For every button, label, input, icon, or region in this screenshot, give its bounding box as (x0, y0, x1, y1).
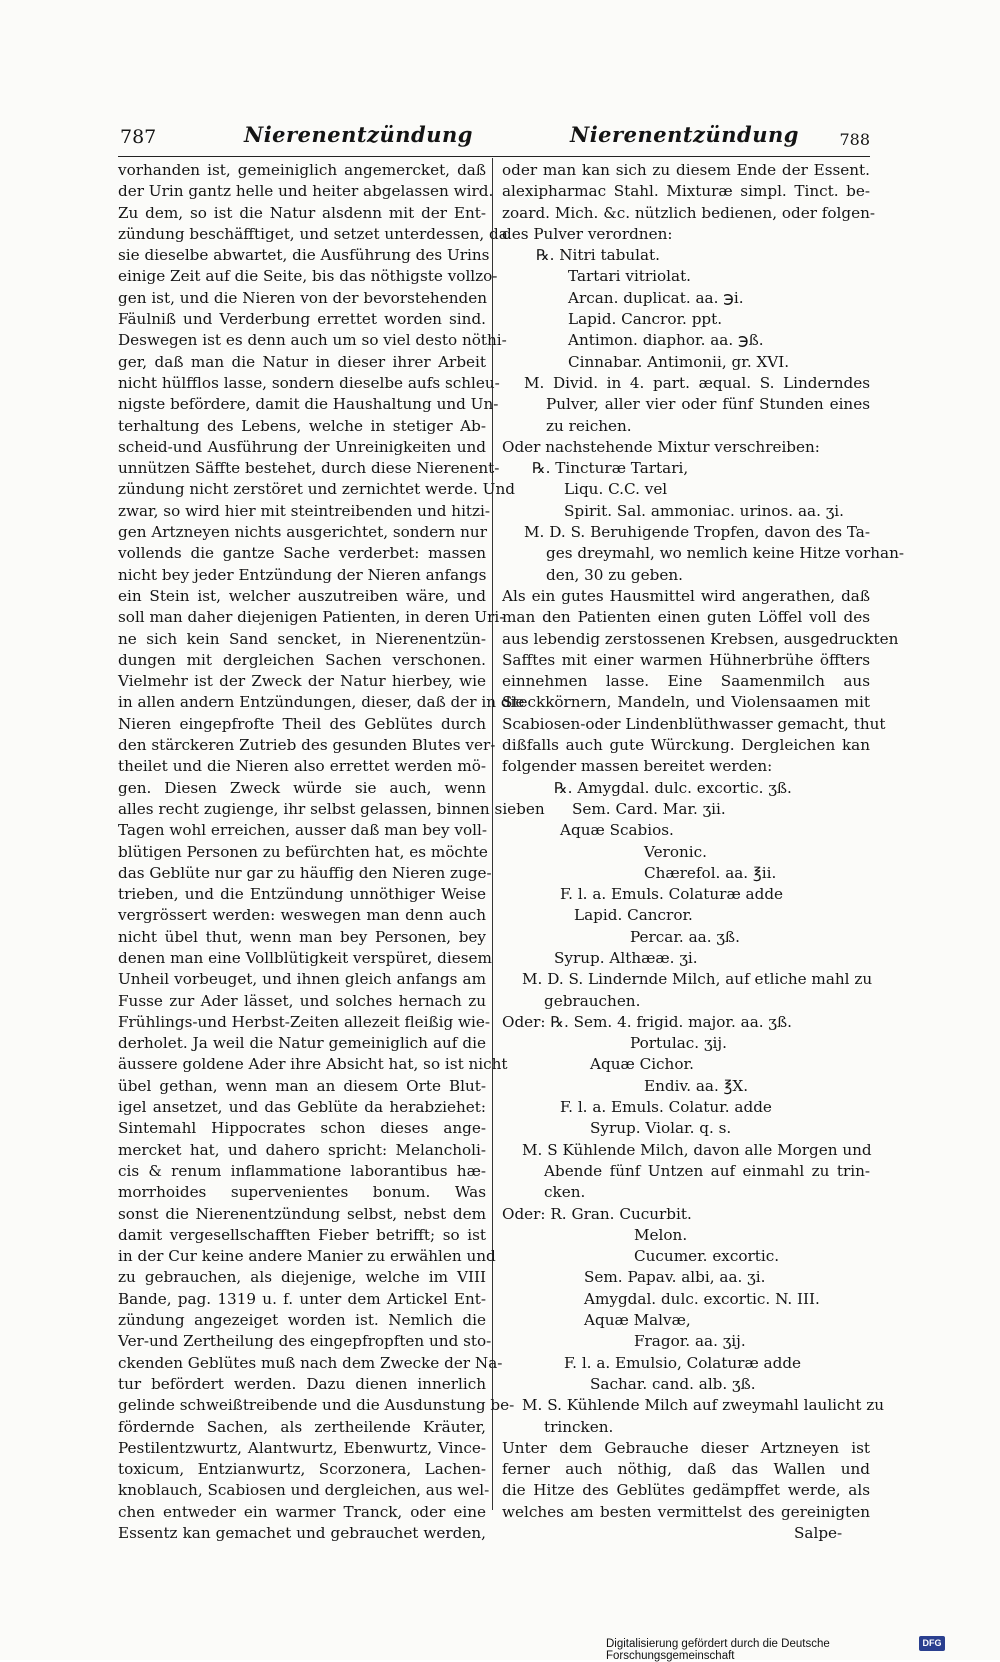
left-column-line: gen ist, und die Nieren von der bevorstehenden (118, 288, 487, 307)
left-column-line: toxicum, Entzianwurtz, Scorzonera, Lachen- (118, 1460, 486, 1479)
left-column-line: vergrössert werden: weswegen man denn auch (118, 906, 486, 925)
right-column-line: M. S Kühlende Milch, davon alle Morgen und (522, 1140, 872, 1159)
right-column-line: Endiv. aa. ℥X. (644, 1076, 749, 1095)
left-column-line: ein Stein ist, welcher auszutreiben wäre, und (118, 586, 486, 605)
right-column-line: Fragor. aa. ʒij. (634, 1332, 746, 1351)
left-column-line: blütigen Personen zu befürchten hat, es möchte (118, 842, 488, 861)
right-column-line: Als ein gutes Hausmittel wird angerathen, daß (502, 586, 870, 605)
left-column-line: terhaltung des Lebens, welche in stetiger Ab- (118, 416, 486, 435)
left-column (118, 160, 545, 1544)
left-column-line: alles recht zugienge, ihr selbst gelassen, binnen sieben (118, 799, 545, 818)
right-column-line: folgender massen bereitet werden: (502, 757, 773, 776)
right-column-line: Cinnabar. Antimonii, gr. XVI. (568, 352, 790, 371)
left-column-line: Fusse zur Ader lässet, und solches hernach zu (118, 991, 486, 1010)
right-column-line: Aquæ Cichor. (590, 1055, 694, 1074)
right-column-line: man den Patienten einen guten Löffel voll des (502, 608, 870, 627)
right-column-line: Oder: ℞. Sem. 4. frigid. major. aa. ʒß. (502, 1012, 792, 1031)
right-column-line: Pulver, aller vier oder fünf Stunden eines (546, 395, 870, 414)
page-number-right: 788 (839, 130, 870, 149)
right-column-line: Syrup. Violar. q. s. (590, 1119, 732, 1138)
left-column-line: zu gebrauchen, als diejenige, welche im VIII (118, 1268, 486, 1287)
right-column-line: zoard. Mich. &c. nützlich bedienen, oder folgen- (502, 203, 876, 222)
running-head-left: Nierenentzündung (244, 122, 473, 147)
left-column-line: cis & renum inflammatione laborantibus hæ- (118, 1161, 486, 1180)
left-column-line: Essentz kan gemachet und gebrauchet werden, (118, 1524, 486, 1542)
right-column-line: Steckkörnern, Mandeln, und Violensaamen mit (502, 693, 870, 712)
left-column-line: vorhanden ist, gemeiniglich angemercket, daß (118, 161, 486, 179)
left-column-line: Vielmehr ist der Zweck der Natur hierbey, wie (118, 672, 486, 691)
right-column-line: gebrauchen. (544, 991, 641, 1010)
right-column-line: Sem. Card. Mar. ʒii. (572, 799, 726, 818)
right-column (502, 160, 905, 1544)
left-column-line: ckenden Geblütes muß nach dem Zwecke der Na- (118, 1353, 503, 1372)
right-column-line: Aquæ Scabios. (560, 821, 674, 840)
right-column-line: Sem. Papav. albi, aa. ʒi. (584, 1268, 766, 1287)
right-column-line: F. l. a. Emuls. Colatur. adde (560, 1098, 772, 1117)
left-column-line: unnützen Säffte bestehet, durch diese Nierenent- (118, 459, 500, 478)
right-column-line: M. S. Kühlende Milch auf zweymahl laulicht zu (522, 1396, 885, 1415)
digitization-footer (606, 1636, 946, 1662)
right-column-line: Safftes mit einer warmen Hühnerbrühe öffters (502, 650, 870, 669)
left-column-line: derholet. Ja weil die Natur gemeiniglich auf die (118, 1034, 486, 1053)
left-column-line: nigste befördere, damit die Haushaltung und Un- (118, 395, 499, 414)
left-column-line: Fäulniß und Verderbung errettet worden sind. (118, 310, 486, 329)
right-column-line: ges dreymahl, wo nemlich keine Hitze vorhan- (546, 544, 905, 563)
right-column-line: den, 30 zu geben. (546, 565, 683, 584)
left-column-line: scheid-und Ausführung der Unreinigkeiten und (118, 437, 486, 456)
left-column-line: Bande, pag. 1319 u. f. unter dem Artickel Ent- (118, 1289, 486, 1308)
column-divider (492, 158, 493, 1510)
left-column-line: der Urin gantz helle und heiter abgelassen wird. (118, 182, 494, 201)
left-column-line: morrhoides supervenientes bonum. Was (118, 1183, 486, 1202)
left-column-line: chen entweder ein warmer Tranck, oder eine (118, 1502, 486, 1521)
right-column-line: alexipharmac Stahl. Mixturæ simpl. Tinct. be- (502, 182, 870, 201)
left-column-line: den stärckeren Zutrieb des gesunden Blutes ver- (118, 736, 496, 755)
right-column-line: Liqu. C.C. vel (564, 480, 668, 499)
left-column-line: ne sich kein Sand sencket, in Nierenentzün- (118, 629, 486, 648)
left-column-line: mercket hat, und dahero spricht: Melancholi- (118, 1140, 486, 1159)
right-column-line: einnehmen lasse. Eine Saamenmilch aus (502, 672, 870, 691)
right-column-line: Syrup. Althææ. ʒi. (554, 948, 698, 967)
page-header (118, 122, 870, 157)
right-column-line: Arcan. duplicat. aa. ℈i. (568, 288, 744, 307)
right-column-line: ℞. Amygdal. dulc. excortic. ʒß. (554, 778, 792, 797)
right-column-line: M. Divid. in 4. part. æqual. S. Linderndes (524, 373, 870, 392)
footer-credit: Digitalisierung gefördert durch die Deutsche Forschungsgemeinschaft (606, 1638, 830, 1662)
left-column-line: tur befördert werden. Dazu dienen innerlich (118, 1374, 486, 1393)
left-column-line: zündung nicht zerstöret und zernichtet werde. Und (118, 480, 515, 499)
left-column-line: sie dieselbe abwartet, die Ausführung des Urins (118, 246, 490, 265)
right-column-line: Chærefol. aa. ℥ii. (644, 863, 777, 882)
left-column-line: damit vergesellschafften Fieber betrifft; so ist (118, 1225, 486, 1244)
left-column-line: Pestilentzwurtz, Alantwurtz, Ebenwurtz, Vince- (118, 1438, 486, 1457)
right-column-line: Cucumer. excortic. (634, 1247, 780, 1266)
right-column-line: Percar. aa. ʒß. (630, 927, 740, 946)
left-column-line: nicht bey jeder Entzündung der Nieren anfangs (118, 565, 487, 584)
right-column-line: cken. (544, 1183, 586, 1202)
left-column-line: Tagen wohl erreichen, ausser daß man bey voll- (118, 821, 488, 840)
left-column-line: trieben, und die Entzündung unnöthiger Weise (118, 885, 486, 904)
right-column-line: trincken. (544, 1417, 614, 1436)
right-column-line: Scabiosen-oder Lindenblüthwasser gemacht, thut (502, 714, 886, 733)
right-column-line: ℞. Tincturæ Tartari, (532, 459, 689, 478)
right-column-line: welches am besten vermittelst des gereinigten (502, 1502, 870, 1521)
right-column-line: aus lebendig zerstossenen Krebsen, ausgedruckten (502, 629, 899, 648)
right-column-line: ℞. Nitri tabulat. (536, 246, 660, 265)
left-column-line: denen man eine Vollblütigkeit verspüret, diesem (118, 948, 492, 967)
right-column-line: M. D. S. Beruhigende Tropfen, davon des Ta- (524, 523, 870, 542)
left-column-line: knoblauch, Scabiosen und dergleichen, aus wel- (118, 1481, 490, 1500)
left-column-line: zündung beschäfftiget, und setzet unterdessen, da (118, 224, 508, 243)
left-column-line: Ver-und Zertheilung des eingepfropften und sto- (118, 1332, 492, 1351)
left-column-line: in allen andern Entzündungen, dieser, daß der in die (118, 693, 525, 712)
left-column-line: Deswegen ist es denn auch um so viel desto nöthi- (118, 331, 507, 350)
page-number-left: 787 (120, 126, 157, 148)
left-column-line: dungen mit dergleichen Sachen verschonen. (118, 650, 486, 669)
right-column-line: Veronic. (644, 842, 707, 861)
right-column-line: Portulac. ʒij. (630, 1034, 727, 1053)
right-column-line: F. l. a. Emuls. Colaturæ adde (560, 885, 784, 904)
right-column-line: Salpe- (794, 1524, 843, 1542)
left-column-line: Unheil vorbeuget, und ihnen gleich anfangs am (118, 970, 486, 989)
right-column-line: des Pulver verordnen: (502, 224, 673, 243)
left-column-line: zwar, so wird hier mit steintreibenden und hitzi- (118, 501, 491, 520)
right-column-line: die Hitze des Geblütes gedämpffet werde, als (502, 1481, 870, 1500)
right-column-line: Unter dem Gebrauche dieser Artzneyen ist (502, 1438, 870, 1457)
running-head-right: Nierenentzündung (570, 122, 799, 147)
right-column-line: Tartari vitriolat. (568, 267, 692, 286)
left-column-line: gelinde schweißtreibende und die Ausdunstung be- (118, 1396, 515, 1415)
left-column-line: nicht übel thut, wenn man bey Personen, bey (118, 927, 486, 946)
left-column-line: Zu dem, so ist die Natur alsdenn mit der Ent- (118, 203, 486, 222)
left-column-line: theilet und die Nieren also errettet werden mö- (118, 757, 486, 776)
right-column-line: Lapid. Cancror. (574, 906, 693, 925)
left-column-line: vollends die gantze Sache verderbet: massen (118, 544, 486, 563)
left-column-line: Nieren eingepfrofte Theil des Geblütes durch (118, 714, 486, 733)
left-column-line: igel ansetzet, und das Geblüte da herabziehet: (118, 1098, 486, 1117)
right-column-line: Oder nachstehende Mixtur verschreiben: (502, 437, 820, 456)
right-column-line: ferner auch nöthig, daß das Wallen und (502, 1460, 870, 1479)
left-column-line: äussere goldene Ader ihre Absicht hat, so ist nicht (118, 1055, 508, 1074)
left-column-line: nicht hülfflos lasse, sondern dieselbe aufs schleu- (118, 373, 500, 392)
left-column-line: übel gethan, wenn man an diesem Orte Blut- (118, 1076, 486, 1095)
right-column-line: Amygdal. dulc. excortic. N. III. (584, 1289, 820, 1308)
right-column-line: Abende fünf Untzen auf einmahl zu trin- (544, 1161, 870, 1180)
right-column-line: Oder: R. Gran. Cucurbit. (502, 1204, 692, 1223)
right-column-line: Melon. (634, 1225, 688, 1244)
right-column-line: Aquæ Malvæ, (584, 1311, 691, 1330)
dfg-logo: DFG (919, 1636, 945, 1651)
left-column-line: sonst die Nierenentzündung selbst, nebst dem (118, 1204, 486, 1223)
right-column-line: M. D. S. Lindernde Milch, auf etliche mahl zu (522, 970, 873, 989)
left-column-line: in der Cur keine andere Manier zu erwählen und (118, 1247, 496, 1266)
left-column-line: soll man daher diejenigen Patienten, in deren Uri- (118, 608, 505, 627)
right-column-line: Spirit. Sal. ammoniac. urinos. aa. ʒi. (564, 501, 844, 520)
left-column-line: ger, daß man die Natur in dieser ihrer Arbeit (118, 352, 486, 371)
left-column-line: zündung angezeiget worden ist. Nemlich die (118, 1311, 486, 1330)
right-column-line: zu reichen. (546, 416, 632, 435)
right-column-line: oder man kan sich zu diesem Ende der Essent. (502, 161, 870, 179)
left-column-line: gen Artzneyen nichts ausgerichtet, sondern nur (118, 523, 487, 542)
right-column-line: Lapid. Cancror. ppt. (568, 310, 723, 329)
right-column-line: Antimon. diaphor. aa. ℈ß. (568, 331, 764, 350)
left-column-line: Frühlings-und Herbst-Zeiten allezeit fleißig wie- (118, 1012, 490, 1031)
right-column-line: Sachar. cand. alb. ʒß. (590, 1374, 756, 1393)
left-column-line: Sintemahl Hippocrates schon dieses ange- (118, 1119, 486, 1138)
left-column-line: das Geblüte nur gar zu häuffig den Nieren zuge- (118, 863, 492, 882)
right-column-line: dißfalls auch gute Würckung. Dergleichen kan (502, 736, 870, 755)
left-column-line: fördernde Sachen, als zertheilende Kräuter, (118, 1417, 486, 1436)
left-column-line: einige Zeit auf die Seite, bis das nöthigste vollzo- (118, 267, 498, 286)
right-column-line: F. l. a. Emulsio, Colaturæ adde (564, 1353, 802, 1372)
left-column-line: gen. Diesen Zweck würde sie auch, wenn (118, 778, 486, 797)
